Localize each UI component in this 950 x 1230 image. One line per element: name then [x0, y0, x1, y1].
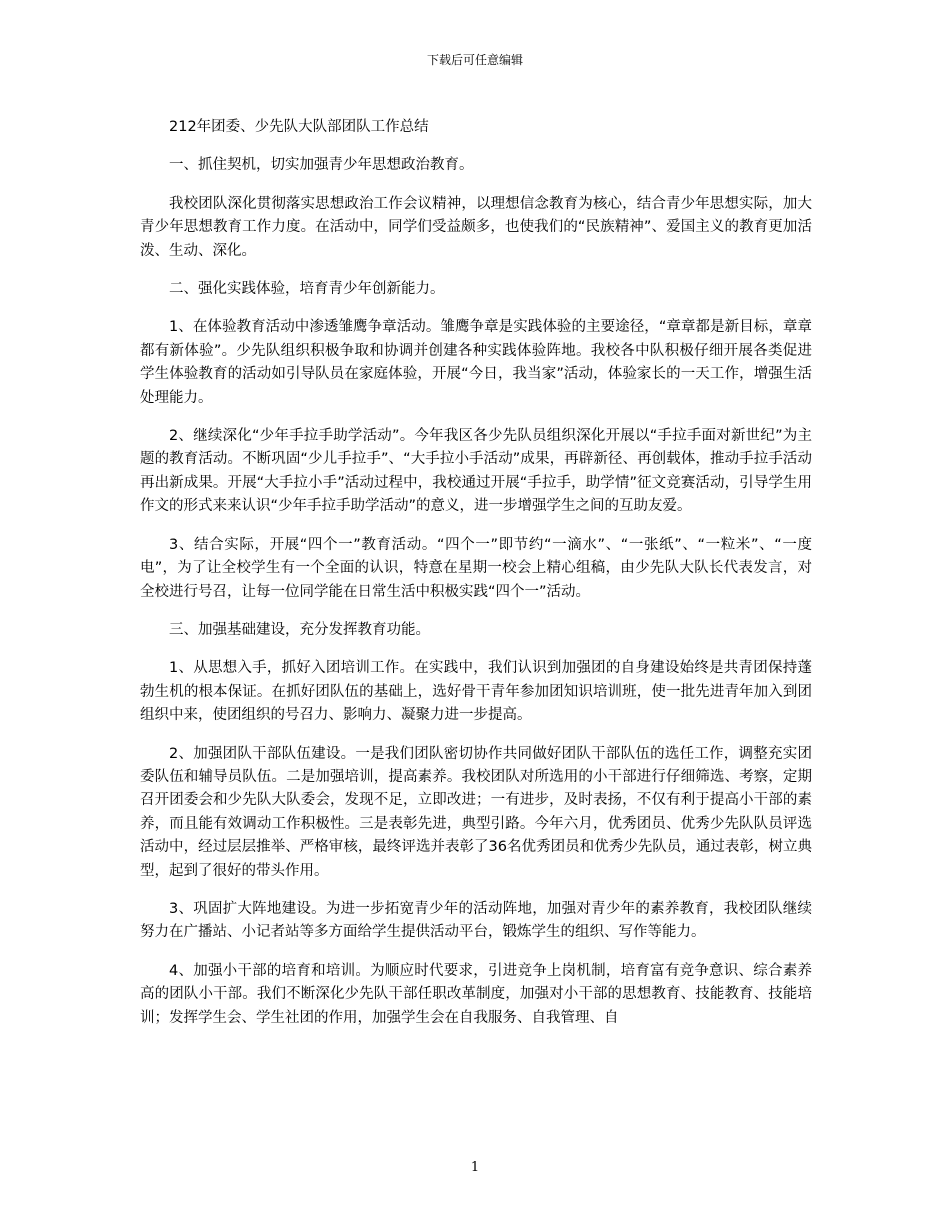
paragraph: 1、在体验教育活动中渗透雏鹰争章活动。雏鹰争章是实践体验的主要途径，“章章都是新目标，章章都有新体验”。少先队组织积极争取和协调并创建各种实践体验阵地。我校各中队积极仔细开展各类促进学生体验教育的活动如引导队员在家庭体验，开展“今日，我当家”活动，体验家长的一天工作，增强生活处理能力。 — [140, 319, 812, 406]
paragraph: 我校团队深化贯彻落实思想政治工作会议精神，以理想信念教育为核心，结合青少年思想实际，加大青少年思想教育工作力度。在活动中，同学们受益颇多，也使我们的“民族精神”、爱国主义的教育更加活泼、生动、深化。 — [140, 195, 812, 259]
paragraph: 2、继续深化“少年手拉手助学活动”。今年我区各少先队员组织深化开展以“手拉手面对新世纪”为主题的教育活动。不断巩固“少儿手拉手”、“大手拉小手活动”成果，再辟新径、再创载体，推动手拉手活动再出新成果。开展“大手拉小手”活动过程中，我校通过开展“手拉手，助学情”征文竞赛活动，引导学生用作文的形式来来认识“少年手拉手助学活动”的意义，进一步增强学生之间的互助友爱。 — [140, 428, 812, 515]
page-header: 下载后可任意编辑 — [426, 53, 523, 67]
section-heading-1: 一、抓住契机，切实加强青少年思想政治教育。 — [169, 157, 474, 174]
paragraph: 2、加强团队干部队伍建设。一是我们团队密切协作共同做好团队干部队伍的选任工作，调整充实团委队伍和辅导员队伍。二是加强培训，提高素养。我校团队对所选用的小干部进行仔细筛选、考察，定期召开团委会和少先队大队委会，发现不足，立即改进；一有进步，及时表扬，不仅有利于提高小干部的素养，而且能有效调动工作积极性。三是表彰先进，典型引路。今年六月，优秀团员、优秀少先队队员评选活动中，经过层层推举、严格审核，最终评选并表彰了36名优秀团员和优秀少先队员，通过表彰，树立典型，起到了很好的带头作用。 — [140, 745, 812, 879]
paragraph: 1、从思想入手，抓好入团培训工作。在实践中，我们认识到加强团的自身建设始终是共青团保持蓬勃生机的根本保证。在抓好团队伍的基础上，选好骨干青年参加团知识培训班，使一批先进青年加入到团组织中来，使团组织的号召力、影响力、凝聚力进一步提高。 — [140, 660, 812, 724]
document-body — [140, 116, 812, 1045]
paragraph: 3、结合实际，开展“四个一”教育活动。“四个一”即节约“一滴水”、“一张纸”、“一粒米”、“一度电”，为了让全校学生有一个全面的认识，特意在星期一校会上精心组稿，由少先队大队长代表发言，对全校进行号召，让每一位同学能在日常生活中积极实践“四个一”活动。 — [140, 536, 812, 600]
paragraph: 3、巩固扩大阵地建设。为进一步拓宽青少年的活动阵地，加强对青少年的素养教育，我校团队继续努力在广播站、小记者站等多方面给学生提供活动平台，锻炼学生的组织、写作等能力。 — [140, 900, 812, 941]
paragraph: 4、加强小干部的培育和培训。为顺应时代要求，引进竞争上岗机制，培育富有竞争意识、综合素养高的团队小干部。我们不断深化少先队干部任职改革制度，加强对小干部的思想教育、技能教育、技能培训；发挥学生会、学生社团的作用，加强学生会在自我服务、自我管理、自 — [140, 962, 812, 1026]
page-number: 1 — [470, 1160, 480, 1175]
section-heading-3: 三、加强基础建设，充分发挥教育功能。 — [169, 621, 430, 638]
section-heading-2: 二、强化实践体验，培育青少年创新能力。 — [169, 281, 445, 298]
document-title: 212年团委、少先队大队部团队工作总结 — [169, 119, 429, 135]
